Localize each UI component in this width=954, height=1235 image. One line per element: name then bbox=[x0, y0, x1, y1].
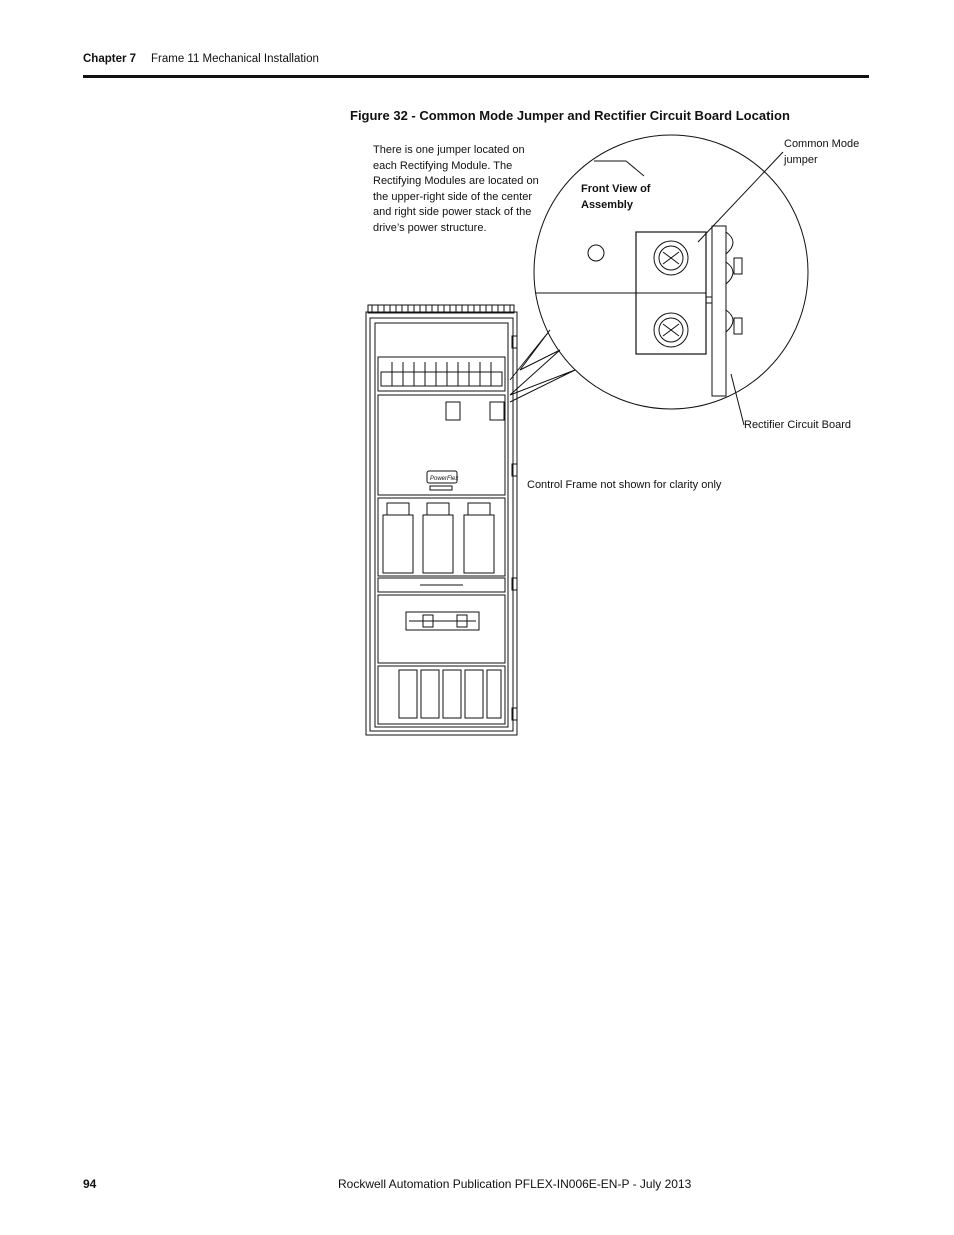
callout-lines bbox=[510, 330, 575, 402]
control-frame-note: Control Frame not shown for clarity only bbox=[527, 479, 722, 491]
rectifier-board bbox=[712, 226, 726, 396]
section-title: Frame 11 Mechanical Installation bbox=[151, 53, 319, 65]
publication-footer: Rockwell Automation Publication PFLEX-IN006E-EN-P - July 2013 bbox=[338, 1177, 692, 1191]
rectifier-board-label: Rectifier Circuit Board bbox=[744, 419, 851, 431]
front-view-label: Front View of Assembly bbox=[581, 183, 651, 211]
figure-caption: Figure 32 - Common Mode Jumper and Rectifier Circuit Board Location bbox=[350, 108, 790, 123]
drive-cabinet-view bbox=[366, 305, 517, 735]
page-number: 94 bbox=[83, 1177, 97, 1191]
powerflex-logo: PowerFlex bbox=[430, 476, 459, 482]
figure-note: There is one jumper located on each Rectifying Module. The Rectifying Modules are located on the upper-right side of the center and right side power stack of the drive’s power structure. bbox=[373, 144, 539, 234]
common-mode-jumper-label: Common Mode jumper bbox=[784, 138, 860, 166]
chapter-label: Chapter 7 bbox=[83, 53, 137, 65]
detail-view-circle bbox=[534, 135, 808, 409]
